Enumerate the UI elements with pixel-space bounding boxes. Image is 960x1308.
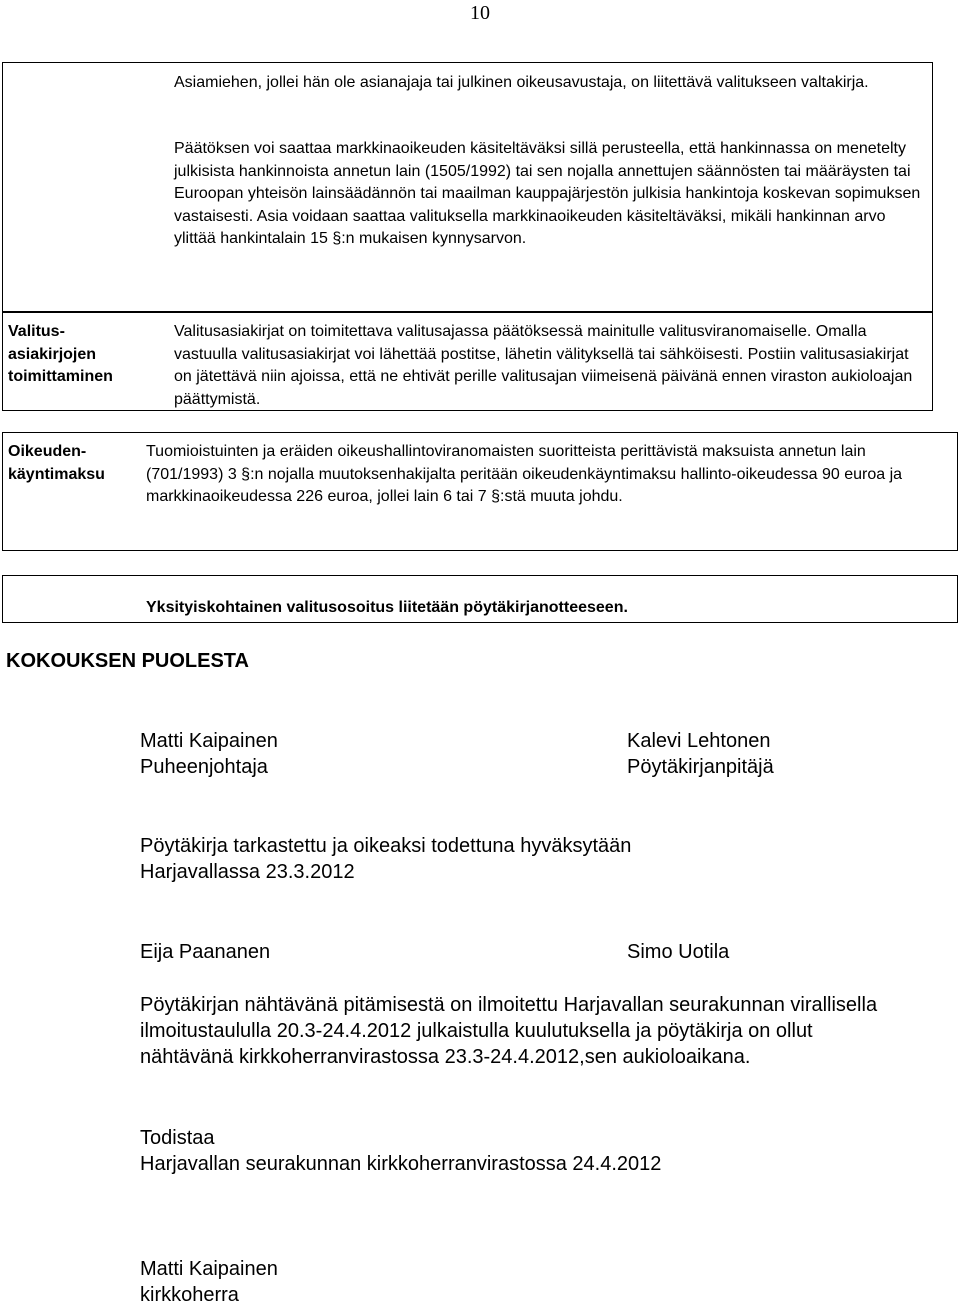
inspection-line2: Harjavallassa 23.3.2012 — [140, 861, 355, 883]
public-notice-text: Pöytäkirjan nähtävänä pitämisestä on ilmoitettu Harjavallan seurakunnan virallisella ilmoitustaululla 20.3-24.4.2012 julkaistulla kuulutuksella ja pöytäkirja on ollut nähtävänä kirkkoherranvirastossa 23.3-24.4.2012,sen aukioloaikana. — [140, 994, 878, 1068]
submission-label-line3: toimittaminen — [8, 368, 113, 385]
final-signer-name: Matti Kaipainen — [140, 1258, 278, 1280]
signer-block-right — [627, 728, 774, 780]
page-number: 10 — [470, 2, 490, 24]
certification-line1: Todistaa — [140, 1127, 215, 1149]
certification-line2: Harjavallan seurakunnan kirkkoherranvirastossa 24.4.2012 — [140, 1153, 662, 1175]
inspection-block — [140, 833, 631, 885]
signer1-title: Puheenjohtaja — [140, 756, 268, 778]
signer1-name: Matti Kaipainen — [140, 730, 278, 752]
signer2-name: Kalevi Lehtonen — [627, 730, 771, 752]
inspection-line1: Pöytäkirja tarkastettu ja oikeaksi todettuna hyväksytään — [140, 835, 632, 857]
fee-label — [8, 441, 138, 486]
fee-label-line1: Oikeuden- — [8, 443, 87, 460]
signer2-title: Pöytäkirjanpitäjä — [627, 756, 774, 778]
market-court-paragraph: Päätöksen voi saattaa markkinaoikeuden käsiteltäväksi sillä perusteella, että hankinnassa on menetelty julkisista hankinnoista annetun lain (1505/1992) tai sen nojalla annettujen säännösten tai määräysten tai Euroopan yhteisön lainsäädännön tai maailman kauppajärjestön julkisia hankintoja koskevan sopimuksen vastaisesti. Asia voidaan saattaa valituksella markkinaoikeuden käsiteltäväksi, mikäli hankinnan arvo ylittää hankintalain 15 §:n mukaisen kynnysarvon. — [174, 140, 921, 247]
certification-block — [140, 1125, 661, 1177]
fee-label-line2: käyntimaksu — [8, 465, 105, 483]
submission-label-line1: Valitus- — [8, 323, 65, 340]
signer-block-left — [140, 728, 278, 780]
agent-authorization-paragraph: Asiamiehen, jollei hän ole asianajaja tai julkinen oikeusavustaja, on liitettävä valitukseen valtakirja. — [174, 74, 869, 91]
final-signer-title: kirkkoherra — [140, 1284, 239, 1306]
submission-label-line2: asiakirjojen — [8, 345, 97, 363]
inspector-second: Simo Uotila — [627, 941, 730, 963]
final-signer-block — [140, 1256, 278, 1308]
fee-text: Tuomioistuinten ja eräiden oikeushallintoviranomaisten suoritteista perittävistä maksuista annetun lain (701/1993) 3 §:n nojalla muutoksenhakijalta peritään oikeudenkäyntimaksu hallinto-oikeudessa 90 euroa ja markkinaoikeudessa 226 euroa, jollei lain 6 tai 7 §:stä muuta johdu. — [146, 443, 903, 505]
heading: KOKOUKSEN PUOLESTA — [6, 650, 249, 672]
submission-label — [8, 321, 158, 389]
inspector-first: Eija Paananen — [140, 941, 271, 963]
private-notice-text: Yksityiskohtainen valitusosoitus liitetään pöytäkirjanotteeseen. — [146, 599, 628, 616]
submission-text: Valitusasiakirjat on toimitettava valitusajassa päätöksessä mainitulle valitusviranomaiselle. Omalla vastuulla valitusasiakirjat voi lähettää postitse, lähetin välityksellä tai sähköisesti. Postiin valitusasiakirjat on jätettävä niin ajoissa, että ne ehtivät perille valitusajan viimeisenä päivänä ennen viraston aukioloajan päättymistä. — [174, 323, 913, 408]
